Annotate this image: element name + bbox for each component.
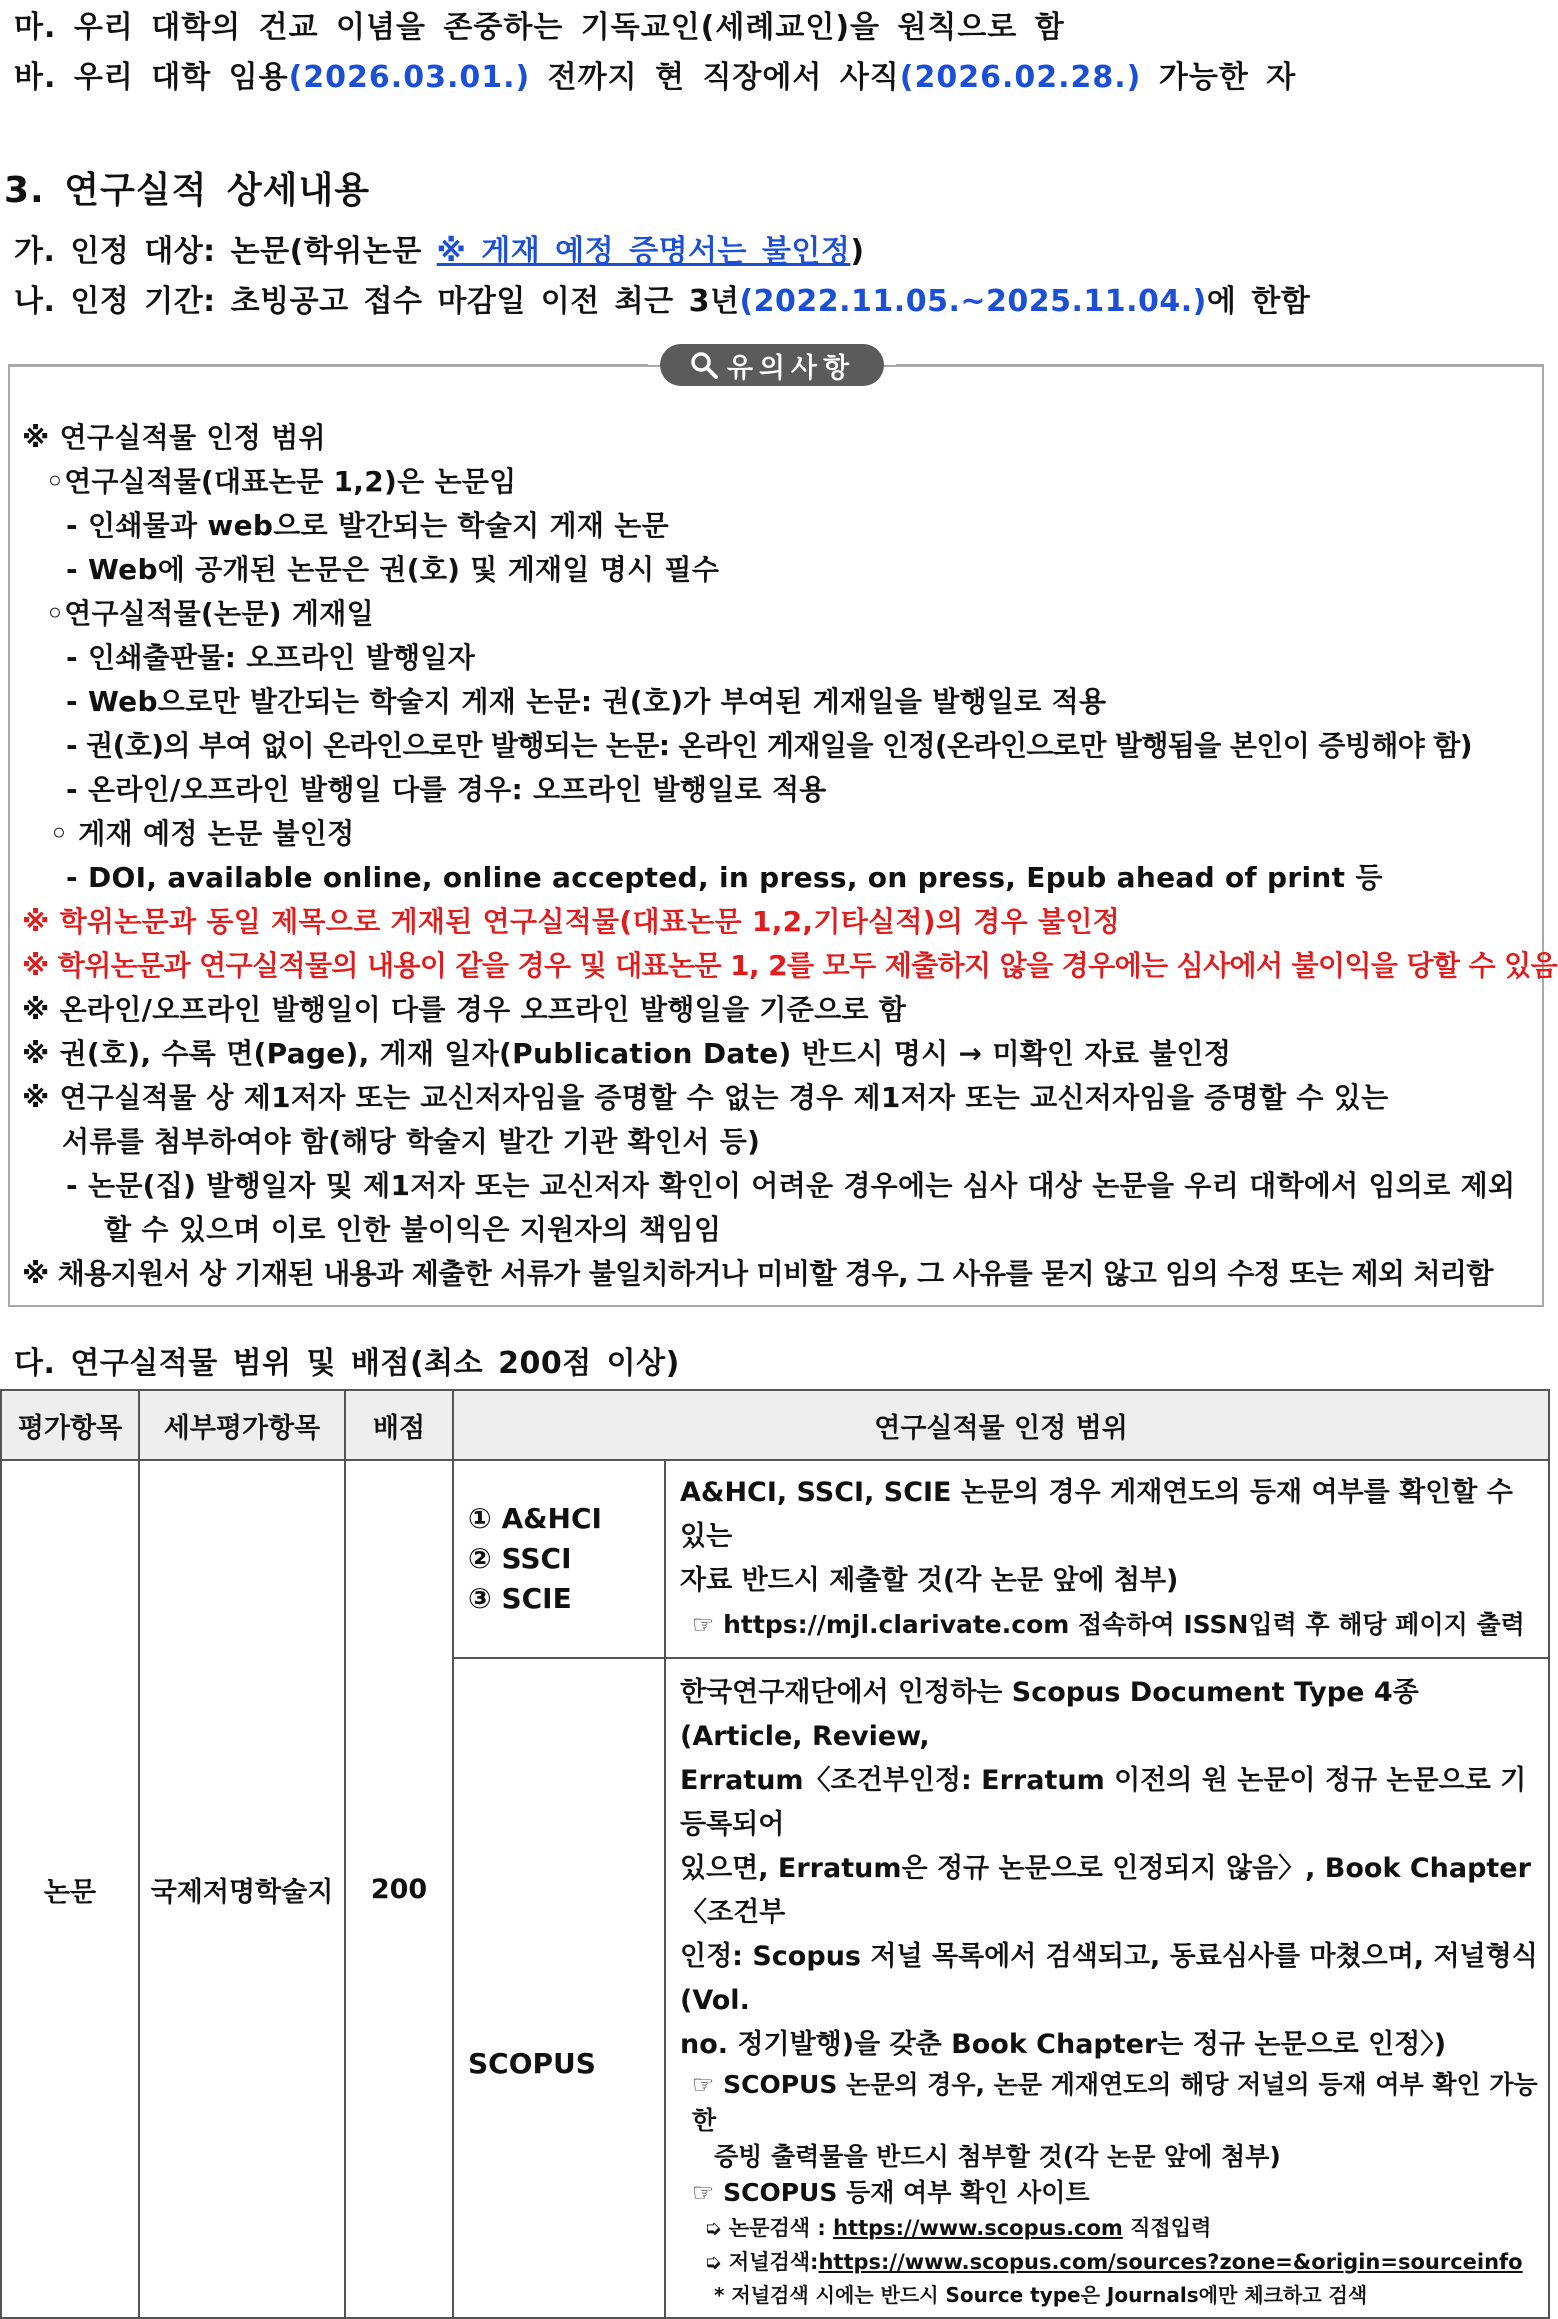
scopus-scope-cell: 한국연구재단에서 인정하는 Scopus Document Type 4종(Article, Review, Erratum〈조건부인정: Erratum 이전의 원 논문이 정규 논문으로 기 등록되어 있으면, Erratum은 정규 논문으로 인정되지 않음〉, Book Chapter〈조건부 인정: Scopus 저널 목록에서 검색되고, 동료심사를 마쳤으며, 저널형식(Vol. no. 정기발행)을 갖춘 Book Chapter는 정규 논문으로 인정〉) ☞ SCOPUS 논문의 경우, 논문 게재연도의 해당 저널의 등재 여부 확인 가능한 증빙 출력물을 반드시 첨부할 것(각 논문 앞에 첨부) ☞ SCOPUS 등재 여부 확인 사이트 ➭ 논문검색 : https://www.scopus.com 직접입력 ➭ 저널검색:https://www.scopus.com/sources?zone=&origin=sourceinfo * 저널검색 시에는 반드시 Source type은 Journals에만 체크하고 검색 xyxy=(665,1658,1549,2318)
period-dates: (2022.11.05.~2025.11.04.) xyxy=(739,284,1207,319)
header-subcategory: 세부평가항목 xyxy=(139,1390,345,1460)
notice-title-pill: 유의사항 xyxy=(660,344,884,386)
recognition-target: 가. 인정 대상: 논문(학위논문 ※ 게재 예정 증명서는 불인정) xyxy=(14,234,865,269)
index-types-cell xyxy=(453,1460,665,1658)
paper-search-line: ➭ 논문검색 : https://www.scopus.com 직접입력 xyxy=(704,2216,1212,2240)
scoring-title: 다. 연구실적물 범위 및 배점(최소 200점 이상) xyxy=(14,1346,680,1381)
notice-line: - DOI, available online, online accepted, in press, on press, Epub ahead of print 등 xyxy=(66,861,1383,894)
notice-line: - Web으로만 발간되는 학술지 게재 논문: 권(호)가 부여된 게재일을 발행일로 적용 xyxy=(66,685,1107,718)
subcategory-cell: 국제저명학술지 xyxy=(139,1460,345,2318)
not-recognized-note: ※ 게재 예정 증명서는 불인정 xyxy=(436,234,851,269)
notice-line: ※ 연구실적물 인정 범위 xyxy=(22,421,326,454)
notice-line: ※ 채용지원서 상 기재된 내용과 제출한 서류가 불일치하거나 미비할 경우, 그 사유를 묻지 않고 임의 수정 또는 제외 처리함 xyxy=(22,1257,1493,1290)
points-cell: 200 xyxy=(345,1460,453,2318)
notice-line: ◦ 게재 예정 논문 불인정 xyxy=(50,817,355,850)
scopus-link[interactable]: https://www.scopus.com xyxy=(833,2216,1123,2240)
notice-line: ◦연구실적물(대표논문 1,2)은 논문임 xyxy=(46,465,517,498)
scoring-table xyxy=(0,1389,1550,2319)
index-type: ② SSCI xyxy=(468,1542,572,1575)
notice-line: ※ 권(호), 수록 면(Page), 게재 일자(Publication Date) 반드시 명시 → 미확인 자료 불인정 xyxy=(22,1037,1232,1070)
notice-line: - 권(호)의 부여 없이 온라인으로만 발행되는 논문: 온라인 게재일을 인정(온라인으로만 발행됨을 본인이 증빙해야 함) xyxy=(66,729,1472,762)
notice-line: 서류를 첨부하여야 함(해당 학술지 발간 기관 확인서 등) xyxy=(62,1125,761,1158)
table-row xyxy=(1,1460,1549,1658)
header-scope: 연구실적물 인정 범위 xyxy=(453,1390,1549,1460)
resignation-date: (2026.02.28.) xyxy=(899,60,1142,95)
mjl-link-note: ☞ https://mjl.clarivate.com 접속하여 ISSN입력 후 해당 페이지 출력 xyxy=(692,1610,1525,1639)
recognition-period: 나. 인정 기간: 초빙공고 접수 마감일 이전 최근 3년(2022.11.05.~2025.11.04.)에 한함 xyxy=(14,284,1311,319)
notice-line: - 인쇄출판물: 오프라인 발행일자 xyxy=(66,641,476,674)
header-category: 평가항목 xyxy=(1,1390,139,1460)
requirement-ba: 바. 우리 대학 임용(2026.03.01.) 전까지 현 직장에서 사직(2026.02.28.) 가능한 자 xyxy=(14,60,1297,95)
scopus-type-cell: SCOPUS xyxy=(453,1658,665,2318)
scopus-sources-link[interactable]: https://www.scopus.com/sources?zone=&origin=sourceinfo xyxy=(818,2250,1523,2274)
appointment-date: (2026.03.01.) xyxy=(288,60,531,95)
notice-line: - 인쇄물과 web으로 발간되는 학술지 게재 논문 xyxy=(66,509,669,542)
notice-warning: ※ 학위논문과 연구실적물의 내용이 같을 경우 및 대표논문 1, 2를 모두 제출하지 않을 경우에는 심사에서 불이익을 당할 수 있음 xyxy=(22,949,1558,982)
category-cell: 논문 xyxy=(1,1460,139,2318)
notice-line: - 논문(집) 발행일자 및 제1저자 또는 교신저자 확인이 어려운 경우에는 심사 대상 논문을 우리 대학에서 임의로 제외 xyxy=(66,1169,1516,1202)
index-type: ③ SCIE xyxy=(468,1582,572,1615)
notice-line: 할 수 있으며 이로 인한 불이익은 지원자의 책임임 xyxy=(104,1213,722,1246)
notice-divider-right xyxy=(896,364,1544,366)
journal-search-line: ➭ 저널검색:https://www.scopus.com/sources?zone=&origin=sourceinfo xyxy=(704,2250,1523,2274)
notice-line: ※ 온라인/오프라인 발행일이 다를 경우 오프라인 발행일을 기준으로 함 xyxy=(22,993,907,1026)
notice-divider-left xyxy=(8,364,648,366)
requirement-ma: 마. 우리 대학의 건교 이념을 존중하는 기독교인(세례교인)을 원칙으로 함 xyxy=(14,10,1065,45)
journal-search-footnote: * 저널검색 시에는 반드시 Source type은 Journals에만 체크하고 검색 xyxy=(714,2283,1368,2307)
notice-line: ◦연구실적물(논문) 게재일 xyxy=(46,597,374,630)
header-points: 배점 xyxy=(345,1390,453,1460)
section-title: 3. 연구실적 상세내용 xyxy=(4,170,370,211)
search-icon xyxy=(689,350,719,380)
notice-line: - 온라인/오프라인 발행일 다를 경우: 오프라인 발행일로 적용 xyxy=(66,773,827,806)
notice-warning: ※ 학위논문과 동일 제목으로 게재된 연구실적물(대표논문 1,2,기타실적)의 경우 불인정 xyxy=(22,905,1121,938)
notice-line: - Web에 공개된 논문은 권(호) 및 게재일 명시 필수 xyxy=(66,553,720,586)
notice-line: ※ 연구실적물 상 제1저자 또는 교신저자임을 증명할 수 없는 경우 제1저자 또는 교신저자임을 증명할 수 있는 xyxy=(22,1081,1389,1114)
table-header-row xyxy=(1,1390,1549,1460)
index-type: ① A&HCI xyxy=(468,1502,602,1535)
wos-scope-cell: A&HCI, SSCI, SCIE 논문의 경우 게재연도의 등재 여부를 확인할 수 있는 자료 반드시 제출할 것(각 논문 앞에 첨부) ☞ https://mjl.clarivate.com 접속하여 ISSN입력 후 해당 페이지 출력 xyxy=(665,1460,1549,1658)
